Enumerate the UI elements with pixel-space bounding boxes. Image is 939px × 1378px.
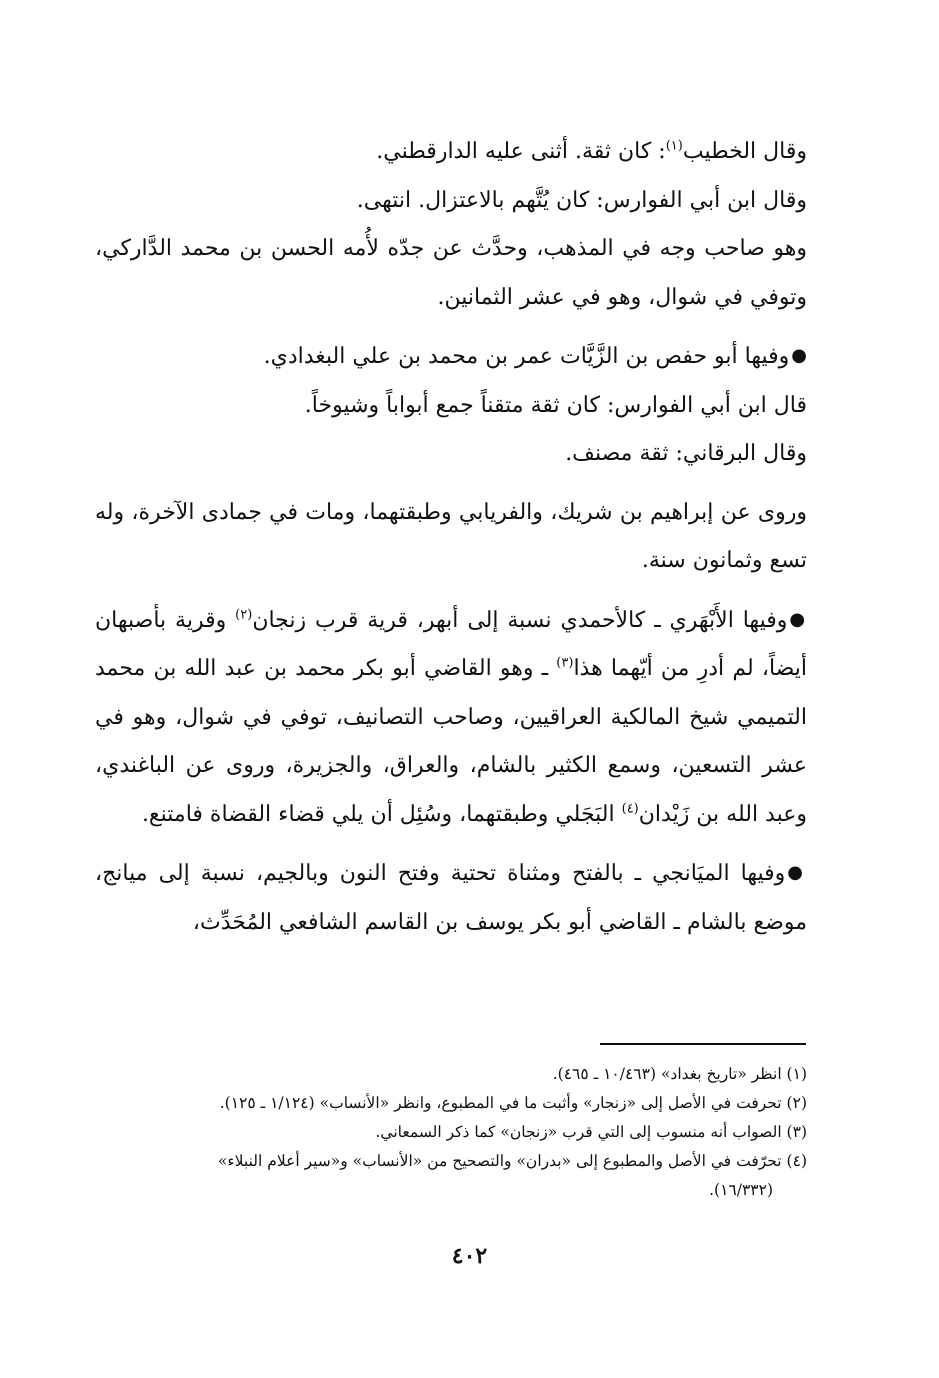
footnote-divider bbox=[600, 1043, 806, 1045]
paragraph-7: وروى عن إبراهيم بن شريك، والفريابي وطبقتهما، ومات في جمادى الآخرة، وله تسع وثمانون سنة. bbox=[95, 499, 807, 573]
footnote-4: (٤) تحرّفت في الأصل والمطبوع إلى «بدران» والتصحيح من «الأنساب» و«سير أعلام النبلاء» bbox=[217, 1152, 807, 1170]
bullet-icon: ● bbox=[787, 862, 807, 883]
entry-abu-hafs: ●وفيها أبو حفص بن الزَّيَّات عمر بن محمد بن علي البغدادي. bbox=[263, 344, 807, 369]
bullet-icon: ● bbox=[791, 345, 807, 366]
paragraph-1: وقال الخطيب$^{(١)}$: كان ثقة. أثنى عليه الدارقطني. bbox=[376, 138, 807, 164]
page-number: ٤٠٢ bbox=[451, 1243, 488, 1269]
footnote-ref-4[interactable]: (٤) bbox=[621, 801, 639, 817]
footnote-ref-3[interactable]: (٣) bbox=[556, 655, 574, 671]
bullet-icon: ● bbox=[789, 608, 807, 630]
paragraph-2: وقال ابن أبي الفوارس: كان يُتَّهم بالاعتزال. انتهى. bbox=[356, 187, 807, 213]
footnotes bbox=[95, 1060, 807, 1205]
footnote-2: (٢) تحرفت في الأصل إلى «زنجار» وأثبت ما في المطبوع، وانظر «الأنساب» (١/١٢٤ ـ ١٢٥). bbox=[219, 1094, 807, 1112]
main-text bbox=[95, 128, 807, 947]
footnote-ref-2[interactable]: (٢) bbox=[235, 607, 253, 623]
footnote-1: (١) انظر «تاريخ بغداد» (١٠/٤٦٣ ـ ٤٦٥). bbox=[552, 1065, 807, 1083]
entry-al-abhari: ●وفيها الأَبْهَري ـ كالأحمدي نسبة إلى أبهر، قرية قرب زنجان$^{(٢)}$ وقرية بأصبهان أيضاً، لم أدرِ من أيّهما هذا$^{(٣)}$ ـ وهو القاضي أبو بكر محمد بن عبد الله بن محمد التميمي شيخ المالكية العراقيين، وصاحب التصانيف، توفي في شوال، وهو في عشر التسعين، وسمع الكثير بالشام، والعراق، والجزيرة، وروى عن الباغندي، وعبد الله بن زَيْدان$^{(٤)}$ البَجَلي وطبقتهما، وسُئِل أن يلي قضاء القضاة فامتنع. bbox=[95, 607, 807, 827]
paragraph-3: وهو صاحب وجه في المذهب، وحدَّث عن جدّه لأُمه الحسن بن محمد الدَّاركي، وتوفي في شوال، وهو في عشر الثمانين. bbox=[95, 236, 807, 310]
paragraph-5: قال ابن أبي الفوارس: كان ثقة متقناً جمع أبواباً وشيوخاً. bbox=[304, 392, 807, 418]
footnote-3: (٣) الصواب أنه منسوب إلى التي قرب «زنجان» كما ذكر السمعاني. bbox=[375, 1123, 807, 1141]
footnote-4-continuation: (١٦/٣٣٢). bbox=[709, 1181, 773, 1199]
footnote-ref-1[interactable]: (١) bbox=[665, 138, 683, 154]
paragraph-6: وقال البرقاني: ثقة مصنف. bbox=[565, 441, 807, 466]
entry-al-mayanji: ●وفيها الميَانجي ـ بالفتح ومثناة تحتية وفتح النون وبالجيم، نسبة إلى ميانج، موضع بالشام ـ القاضي أبو بكر يوسف بن القاسم الشافعي المُحَدِّث، bbox=[95, 861, 807, 935]
